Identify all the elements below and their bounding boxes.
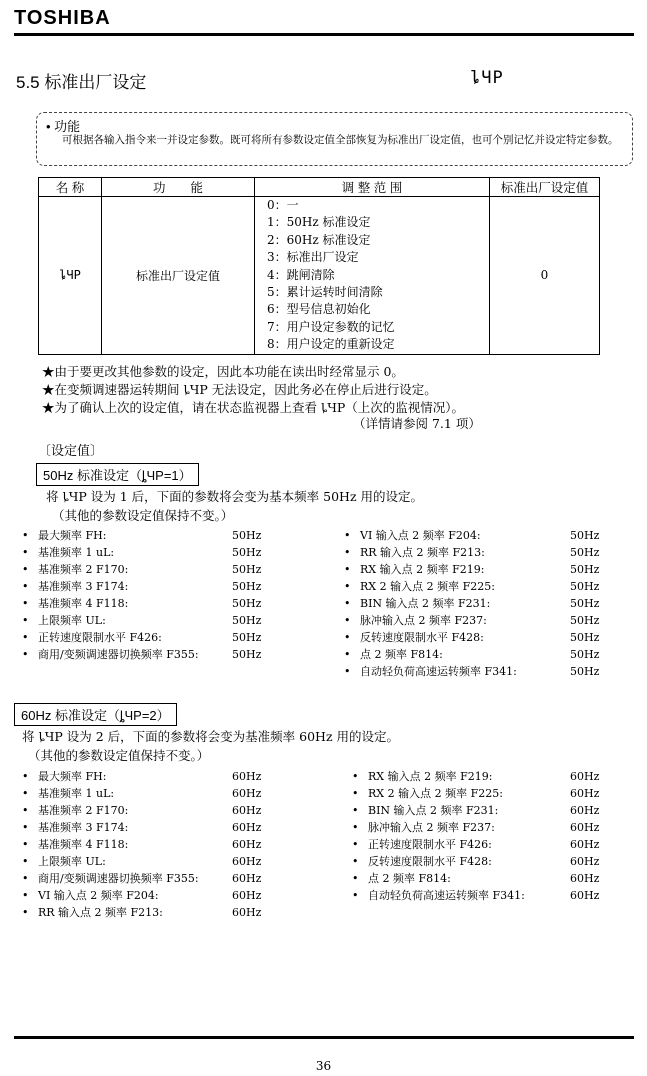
- header-range: 调 整 范 围: [255, 178, 490, 197]
- item-value: 60Hz: [570, 804, 600, 817]
- bullet-icon: •: [344, 563, 351, 576]
- list-item: [22, 802, 322, 819]
- item-label: 点 2 频率 F814:: [368, 872, 451, 885]
- list-item: [22, 887, 322, 904]
- item-label: RX 输入点 2 频率 F219:: [368, 770, 493, 783]
- bullet-icon: •: [352, 804, 359, 817]
- item-value: 60Hz: [570, 821, 600, 834]
- item-label: 脉冲输入点 2 频率 F237:: [368, 821, 495, 834]
- list-item: [22, 561, 322, 578]
- item-value: 50Hz: [570, 597, 600, 610]
- item-value: 50Hz: [232, 648, 262, 661]
- item-value: 50Hz: [232, 614, 262, 627]
- item-label: 正转速度限制水平 F426:: [368, 838, 492, 851]
- bullet-icon: •: [344, 648, 351, 661]
- range-item: 8：用户设定的重新设定: [267, 337, 395, 352]
- note-1: ★由于要更改其他参数的设定，因此本功能在读出时经常显示 0。: [42, 364, 404, 379]
- item-value: 60Hz: [232, 906, 262, 919]
- item-value: 50Hz: [232, 580, 262, 593]
- range-item: 6：型号信息初始化: [267, 302, 371, 317]
- hz50-desc-1: 将 ȴЧР 设为 1 后，下面的参数将会变为基本频率 50Hz 用的设定。: [46, 489, 424, 504]
- item-label: 反转速度限制水平 F428:: [360, 631, 484, 644]
- parameter-table: [38, 177, 600, 355]
- list-item: [352, 802, 634, 819]
- list-item: [344, 527, 634, 544]
- item-value: 60Hz: [570, 787, 600, 800]
- item-value: 50Hz: [570, 580, 600, 593]
- bullet-icon: •: [22, 770, 29, 783]
- item-label: 上限频率 UL:: [38, 614, 106, 627]
- item-label: BIN 输入点 2 频率 F231:: [360, 597, 491, 610]
- list-item: [22, 646, 322, 663]
- bullet-icon: •: [352, 889, 359, 902]
- item-value: 50Hz: [570, 631, 600, 644]
- item-value: 50Hz: [232, 563, 262, 576]
- range-item: 2：60Hz 标准设定: [267, 232, 371, 247]
- bullet-icon: •: [344, 597, 351, 610]
- hz60-right-list: [352, 768, 634, 904]
- list-item: [22, 904, 322, 921]
- bullet-icon: •: [352, 872, 359, 885]
- header-name: 名 称: [39, 178, 102, 197]
- bullet-icon: •: [22, 614, 29, 627]
- item-label: 基准频率 1 uL:: [38, 546, 115, 559]
- list-item: [22, 544, 322, 561]
- table-row: [39, 197, 600, 355]
- item-label: 正转速度限制水平 F426:: [38, 631, 162, 644]
- param-function: 标准出厂设定值: [102, 197, 255, 355]
- item-value: 60Hz: [570, 770, 600, 783]
- list-item: [344, 629, 634, 646]
- item-label: RX 2 输入点 2 频率 F225:: [360, 580, 495, 593]
- item-label: 最大频率 FH:: [38, 770, 107, 783]
- table-header-row: [39, 178, 600, 197]
- bullet-icon: •: [22, 804, 29, 817]
- param-default: 0: [490, 197, 600, 355]
- header-rule: [14, 33, 634, 36]
- function-title: • 功能: [46, 119, 81, 134]
- item-label: 最大频率 FH:: [38, 529, 107, 542]
- list-item: [352, 768, 634, 785]
- hz60-desc-1: 将 ȴЧР 设为 2 后，下面的参数将会变为基准频率 60Hz 用的设定。: [22, 729, 400, 744]
- item-label: 自动轻负荷高速运转频率 F341:: [368, 889, 525, 902]
- item-label: RX 2 输入点 2 频率 F225:: [368, 787, 503, 800]
- bullet-icon: •: [22, 546, 29, 559]
- list-item: [352, 887, 634, 904]
- toshiba-logo: TOSHIBA: [14, 7, 111, 29]
- bullet-icon: •: [22, 838, 29, 851]
- hz60-desc-2: （其他的参数设定值保持不变。）: [28, 748, 210, 763]
- list-item: [344, 578, 634, 595]
- hz50-title: 50Hz 标准设定（ȴЧР=1）: [36, 463, 199, 486]
- item-value: 60Hz: [232, 804, 262, 817]
- item-label: 基准频率 3 F174:: [38, 821, 129, 834]
- section-title: 5.5 标准出厂设定: [16, 73, 147, 92]
- list-item: [22, 527, 322, 544]
- hz50-left-list: [22, 527, 322, 663]
- item-label: 商用/变频调速器切换频率 F355:: [38, 872, 199, 885]
- bullet-icon: •: [352, 838, 359, 851]
- list-item: [344, 595, 634, 612]
- list-item: [352, 870, 634, 887]
- range-item: 3：标准出厂设定: [267, 250, 359, 265]
- bullet-icon: •: [22, 855, 29, 868]
- range-item: 5：累计运转时间清除: [267, 284, 383, 299]
- item-value: 60Hz: [570, 838, 600, 851]
- bullet-icon: •: [22, 580, 29, 593]
- function-description: 可根据各输入指令来一并设定参数。既可将所有参数设定值全部恢复为标准出厂设定值，也可个别记忆并设定特定参数。: [62, 134, 619, 146]
- item-label: RX 输入点 2 频率 F219:: [360, 563, 485, 576]
- item-value: 60Hz: [570, 872, 600, 885]
- list-item: [344, 561, 634, 578]
- bullet-icon: •: [352, 855, 359, 868]
- bullet-icon: •: [22, 648, 29, 661]
- item-value: 50Hz: [570, 665, 600, 678]
- list-item: [352, 853, 634, 870]
- section-code: ȴЧР: [470, 68, 504, 88]
- item-label: 基准频率 4 F118:: [38, 838, 129, 851]
- item-value: 50Hz: [570, 529, 600, 542]
- bullet-icon: •: [344, 546, 351, 559]
- param-name: ȴЧР: [39, 197, 102, 355]
- item-value: 50Hz: [570, 546, 600, 559]
- page-number: 36: [315, 1059, 332, 1073]
- item-value: 50Hz: [232, 631, 262, 644]
- list-item: [22, 595, 322, 612]
- item-label: BIN 输入点 2 频率 F231:: [368, 804, 499, 817]
- list-item: [344, 612, 634, 629]
- note-2: ★在变频调速器运转期间 ȴЧР 无法设定，因此务必在停止后进行设定。: [42, 382, 437, 397]
- list-item: [352, 836, 634, 853]
- item-label: 自动轻负荷高速运转频率 F341:: [360, 665, 517, 678]
- header-function: 功 能: [102, 178, 255, 197]
- item-label: 基准频率 3 F174:: [38, 580, 129, 593]
- bullet-icon: •: [22, 529, 29, 542]
- list-item: [22, 836, 322, 853]
- hz60-left-list: [22, 768, 322, 921]
- list-item: [22, 578, 322, 595]
- item-label: 基准频率 2 F170:: [38, 804, 129, 817]
- item-value: 60Hz: [232, 838, 262, 851]
- list-item: [352, 819, 634, 836]
- item-label: 上限频率 UL:: [38, 855, 106, 868]
- param-range: [255, 197, 490, 355]
- detail-reference: （详情请参阅 7.1 项）: [353, 416, 481, 431]
- list-item: [344, 663, 634, 680]
- list-item: [22, 612, 322, 629]
- item-value: 60Hz: [570, 855, 600, 868]
- bullet-icon: •: [352, 821, 359, 834]
- item-label: RR 输入点 2 频率 F213:: [360, 546, 485, 559]
- list-item: [344, 646, 634, 663]
- list-item: [22, 870, 322, 887]
- item-label: 脉冲输入点 2 频率 F237:: [360, 614, 487, 627]
- item-value: 50Hz: [232, 529, 262, 542]
- item-value: 50Hz: [570, 563, 600, 576]
- item-value: 60Hz: [232, 855, 262, 868]
- range-item: 1：50Hz 标准设定: [267, 215, 371, 230]
- range-item: 4：跳闸清除: [267, 267, 335, 282]
- bullet-icon: •: [344, 665, 351, 678]
- item-label: 基准频率 1 uL:: [38, 787, 115, 800]
- item-label: 反转速度限制水平 F428:: [368, 855, 492, 868]
- hz60-title: 60Hz 标准设定（ȴЧР=2）: [14, 703, 177, 726]
- item-label: 商用/变频调速器切换频率 F355:: [38, 648, 199, 661]
- header-default: 标准出厂设定值: [490, 178, 600, 197]
- list-item: [22, 768, 322, 785]
- bullet-icon: •: [344, 631, 351, 644]
- item-value: 50Hz: [570, 648, 600, 661]
- item-label: RR 输入点 2 频率 F213:: [38, 906, 163, 919]
- bullet-icon: •: [344, 614, 351, 627]
- bullet-icon: •: [22, 872, 29, 885]
- item-value: 50Hz: [570, 614, 600, 627]
- bullet-icon: •: [22, 631, 29, 644]
- settings-label: 〔设定值〕: [38, 443, 104, 458]
- item-value: 60Hz: [570, 889, 600, 902]
- bullet-icon: •: [352, 770, 359, 783]
- item-value: 50Hz: [232, 546, 262, 559]
- bullet-icon: •: [22, 597, 29, 610]
- range-item: 0：一: [267, 198, 299, 212]
- list-item: [344, 544, 634, 561]
- hz50-right-list: [344, 527, 634, 680]
- note-3: ★为了确认上次的设定值，请在状态监视器上查看 ȴЧР（上次的监视情况）。: [42, 400, 465, 415]
- item-value: 60Hz: [232, 787, 262, 800]
- bullet-icon: •: [22, 889, 29, 902]
- item-label: 基准频率 4 F118:: [38, 597, 129, 610]
- hz50-desc-2: （其他的参数设定值保持不变。）: [52, 508, 234, 523]
- list-item: [22, 819, 322, 836]
- list-item: [22, 785, 322, 802]
- footer-rule: [14, 1036, 634, 1039]
- list-item: [22, 629, 322, 646]
- item-label: 点 2 频率 F814:: [360, 648, 443, 661]
- bullet-icon: •: [22, 787, 29, 800]
- item-value: 60Hz: [232, 872, 262, 885]
- bullet-icon: •: [22, 821, 29, 834]
- bullet-icon: •: [22, 906, 29, 919]
- bullet-icon: •: [22, 563, 29, 576]
- item-value: 60Hz: [232, 889, 262, 902]
- item-value: 60Hz: [232, 770, 262, 783]
- bullet-icon: •: [344, 529, 351, 542]
- list-item: [22, 853, 322, 870]
- item-value: 50Hz: [232, 597, 262, 610]
- bullet-icon: •: [352, 787, 359, 800]
- range-item: 7：用户设定参数的记忆: [267, 319, 395, 334]
- item-label: VI 输入点 2 频率 F204:: [360, 529, 481, 542]
- bullet-icon: •: [344, 580, 351, 593]
- item-value: 60Hz: [232, 821, 262, 834]
- list-item: [352, 785, 634, 802]
- item-label: 基准频率 2 F170:: [38, 563, 129, 576]
- item-label: VI 输入点 2 频率 F204:: [38, 889, 159, 902]
